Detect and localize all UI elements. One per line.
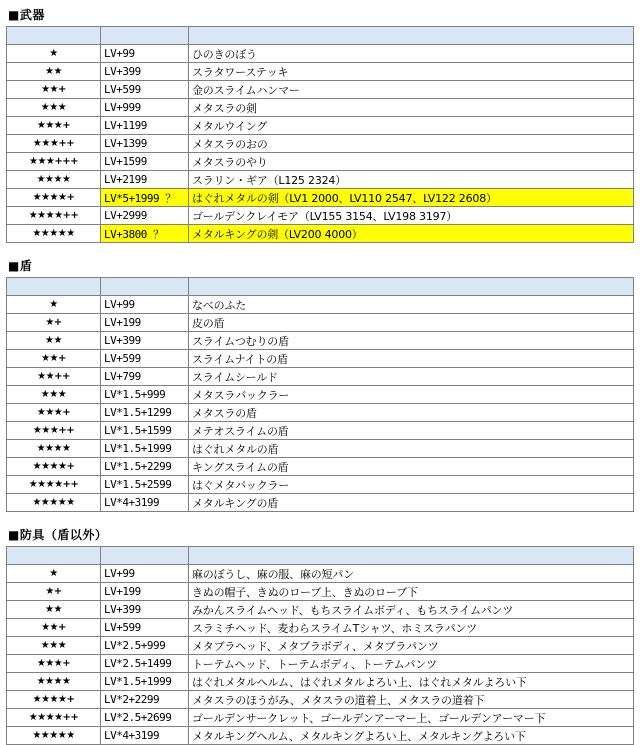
name-cell: メテオスライムの盾	[189, 422, 634, 440]
lv-cell-highlighted: LV*5+1999 ？	[101, 189, 189, 207]
table-row	[7, 691, 634, 709]
lv-cell: LV+399	[101, 63, 189, 81]
rank-cell: ★★+	[7, 81, 101, 99]
lv-cell: LV+599	[101, 619, 189, 637]
rank-cell: ★★★★+	[7, 189, 101, 207]
shields-table	[6, 277, 634, 512]
table-row	[7, 601, 634, 619]
rank-cell: ★★★★★	[7, 494, 101, 512]
table-row	[7, 404, 634, 422]
header-rank	[7, 278, 101, 296]
section-armor	[6, 526, 634, 745]
lv-cell: LV+199	[101, 314, 189, 332]
table-row	[7, 332, 634, 350]
name-cell: メタルキングの盾	[189, 494, 634, 512]
rank-cell: ★★★★+	[7, 458, 101, 476]
table-row	[7, 494, 634, 512]
name-cell: メタスラのおの	[189, 135, 634, 153]
name-cell: きぬの帽子、きぬのローブ上、きぬのローブ下	[189, 583, 634, 601]
lv-cell: LV+399	[101, 601, 189, 619]
header-rank	[7, 27, 101, 45]
lv-cell: LV+399	[101, 332, 189, 350]
section-weapons	[6, 6, 634, 243]
weapons-table	[6, 26, 634, 243]
rank-cell: ★★	[7, 601, 101, 619]
table-row	[7, 565, 634, 583]
name-cell: スライムナイトの盾	[189, 350, 634, 368]
rank-cell: ★★★★+	[7, 691, 101, 709]
lv-cell: LV*1.5+1599	[101, 422, 189, 440]
rank-cell: ★+	[7, 583, 101, 601]
name-cell: メタスラの剣	[189, 99, 634, 117]
name-cell: なべのふた	[189, 296, 634, 314]
table-row	[7, 440, 634, 458]
lv-cell: LV+2999	[101, 207, 189, 225]
table-row	[7, 476, 634, 494]
name-cell: ゴールデンクレイモア（LV155 3154、LV198 3197）	[189, 207, 634, 225]
table-row	[7, 368, 634, 386]
rank-cell: ★★★★++	[7, 207, 101, 225]
lv-cell: LV*4+3199	[101, 727, 189, 745]
name-cell-highlighted: メタルキングの剣（LV200 4000）	[189, 225, 634, 243]
rank-cell: ★★★	[7, 99, 101, 117]
name-cell: みかんスライムヘッド、もちスライムボディ、もちスライムパンツ	[189, 601, 634, 619]
name-cell: はぐれメタルの盾	[189, 440, 634, 458]
lv-cell: LV*2+2299	[101, 691, 189, 709]
name-cell: メタスラバックラー	[189, 386, 634, 404]
lv-cell: LV*2.5+2699	[101, 709, 189, 727]
rank-cell: ★★★+	[7, 117, 101, 135]
section-title-armor: ■防具（盾以外）	[8, 528, 108, 542]
header-name	[189, 27, 634, 45]
lv-cell: LV*1.5+1999	[101, 673, 189, 691]
table-row	[7, 99, 634, 117]
lv-cell: LV+99	[101, 565, 189, 583]
table-row	[7, 296, 634, 314]
rank-cell: ★★	[7, 332, 101, 350]
lv-cell: LV+99	[101, 296, 189, 314]
table-row	[7, 153, 634, 171]
lv-cell: LV+599	[101, 350, 189, 368]
header-name	[189, 547, 634, 565]
rank-cell: ★+	[7, 314, 101, 332]
header-lv	[101, 278, 189, 296]
section-title-shields: ■盾	[8, 259, 33, 273]
rank-cell: ★★★+++	[7, 153, 101, 171]
name-cell: スライムつむりの盾	[189, 332, 634, 350]
name-cell: メタブラヘッド、メタブラボディ、メタブラパンツ	[189, 637, 634, 655]
header-name	[189, 278, 634, 296]
table-row	[7, 63, 634, 81]
name-cell: はぐメタバックラー	[189, 476, 634, 494]
table-row	[7, 673, 634, 691]
name-cell-highlighted: はぐれメタルの剣（LV1 2000、LV110 2547、LV122 2608）	[189, 189, 634, 207]
rank-cell: ★	[7, 565, 101, 583]
header-lv	[101, 27, 189, 45]
table-row	[7, 189, 634, 207]
lv-cell: LV*2.5+1499	[101, 655, 189, 673]
lv-cell: LV+99	[101, 45, 189, 63]
rank-cell: ★★★	[7, 386, 101, 404]
lv-cell: LV*1.5+1299	[101, 404, 189, 422]
rank-cell: ★★★★++	[7, 709, 101, 727]
table-row	[7, 619, 634, 637]
name-cell: キングスライムの盾	[189, 458, 634, 476]
lv-cell: LV+2199	[101, 171, 189, 189]
name-cell: スラタワーステッキ	[189, 63, 634, 81]
rank-cell: ★★★★★	[7, 727, 101, 745]
section-title-weapons: ■武器	[8, 8, 45, 22]
table-row	[7, 709, 634, 727]
table-row	[7, 458, 634, 476]
table-row	[7, 45, 634, 63]
name-cell: トーテムヘッド、トーテムボディ、トーテムパンツ	[189, 655, 634, 673]
name-cell: はぐれメタルヘルム、はぐれメタルよろい上、はぐれメタルよろい下	[189, 673, 634, 691]
name-cell: 麻のぼうし、麻の服、麻の短パン	[189, 565, 634, 583]
name-cell: 金のスライムハンマー	[189, 81, 634, 99]
table-row	[7, 727, 634, 745]
table-header-row	[7, 27, 634, 45]
lv-cell: LV+999	[101, 99, 189, 117]
rank-cell: ★★★★	[7, 171, 101, 189]
table-row	[7, 422, 634, 440]
rank-cell: ★★★++	[7, 422, 101, 440]
name-cell: メタルウイング	[189, 117, 634, 135]
table-row	[7, 225, 634, 243]
header-rank	[7, 547, 101, 565]
lv-cell: LV*1.5+2299	[101, 458, 189, 476]
armor-table	[6, 546, 634, 745]
lv-cell-highlighted: LV+3800 ？	[101, 225, 189, 243]
rank-cell: ★	[7, 45, 101, 63]
lv-cell: LV+799	[101, 368, 189, 386]
name-cell: 皮の盾	[189, 314, 634, 332]
table-row	[7, 655, 634, 673]
table-header-row	[7, 547, 634, 565]
table-row	[7, 350, 634, 368]
lv-cell: LV*1.5+2599	[101, 476, 189, 494]
table-row	[7, 207, 634, 225]
rank-cell: ★★★★★	[7, 225, 101, 243]
lv-cell: LV+199	[101, 583, 189, 601]
table-row	[7, 583, 634, 601]
rank-cell: ★★★+	[7, 655, 101, 673]
rank-cell: ★★★	[7, 637, 101, 655]
table-row	[7, 81, 634, 99]
name-cell: スラリン・ギア（L125 2324）	[189, 171, 634, 189]
name-cell: メタスラのほうがみ、メタスラの道着上、メタスラの道着下	[189, 691, 634, 709]
lv-cell: LV+1599	[101, 153, 189, 171]
rank-cell: ★★+	[7, 350, 101, 368]
table-row	[7, 386, 634, 404]
header-lv	[101, 547, 189, 565]
name-cell: スラミチヘッド、麦わらスライムTシャツ、ホミスラパンツ	[189, 619, 634, 637]
name-cell: ひのきのぼう	[189, 45, 634, 63]
table-row	[7, 171, 634, 189]
rank-cell: ★	[7, 296, 101, 314]
table-row	[7, 117, 634, 135]
table-row	[7, 637, 634, 655]
rank-cell: ★★++	[7, 368, 101, 386]
lv-cell: LV*4+3199	[101, 494, 189, 512]
rank-cell: ★★★★++	[7, 476, 101, 494]
rank-cell: ★★★+	[7, 404, 101, 422]
name-cell: メタスラのやり	[189, 153, 634, 171]
rank-cell: ★★★★	[7, 673, 101, 691]
table-header-row	[7, 278, 634, 296]
lv-cell: LV+599	[101, 81, 189, 99]
name-cell: スライムシールド	[189, 368, 634, 386]
rank-cell: ★★+	[7, 619, 101, 637]
name-cell: メタルキングヘルム、メタルキングよろい上、メタルキングよろい下	[189, 727, 634, 745]
lv-cell: LV+1399	[101, 135, 189, 153]
rank-cell: ★★	[7, 63, 101, 81]
lv-cell: LV*2.5+999	[101, 637, 189, 655]
table-row	[7, 314, 634, 332]
table-row	[7, 135, 634, 153]
lv-cell: LV*1.5+1999	[101, 440, 189, 458]
rank-cell: ★★★++	[7, 135, 101, 153]
rank-cell: ★★★★	[7, 440, 101, 458]
lv-cell: LV+1199	[101, 117, 189, 135]
name-cell: ゴールデンサークレット、ゴールデンアーマー上、ゴールデンアーマー下	[189, 709, 634, 727]
section-shields	[6, 257, 634, 512]
lv-cell: LV*1.5+999	[101, 386, 189, 404]
name-cell: メタスラの盾	[189, 404, 634, 422]
